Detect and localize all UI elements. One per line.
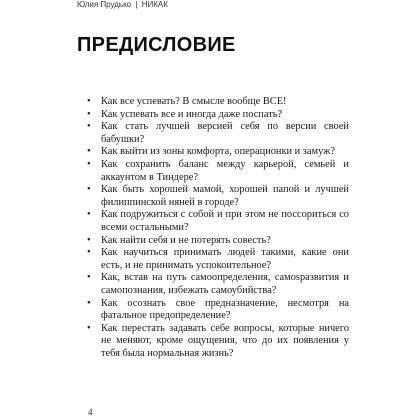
question-text: Как, встав на путь самоопределения, самоѕразвития и самопознания, избежать самоубийства?: [101, 272, 349, 296]
question-text: Как перестать задавать себе вопросы, которые ничего не меняют, кроме ощущения, что до их появления у тебя была нормальная жизнь?: [101, 322, 349, 359]
question-text: Как все успевать? В смысле вообще ВСЕ!: [101, 96, 287, 107]
question-text: Как подружиться с собой и при этом не поссориться со всеми остальными?: [101, 209, 349, 233]
bullet-icon: •: [87, 158, 91, 170]
list-item: [77, 298, 349, 323]
question-text: Как быть хорошей мамой, хорошей папой и лучшей филиппинской няней в городе?: [101, 184, 349, 208]
question-text: Как сохранить баланс между карьерой, семьей и аккаунтом в Тиндере?: [101, 158, 349, 183]
list-item: [77, 121, 349, 146]
bullet-icon: •: [87, 184, 91, 196]
bullet-icon: •: [87, 96, 91, 107]
header-book-title: НИКАК: [141, 0, 168, 9]
bullet-icon: •: [87, 234, 91, 246]
header-author: Юлия Прудько: [77, 0, 132, 9]
bullet-icon: •: [87, 146, 91, 158]
question-text: Как найти себя и не потерять совесть?: [101, 234, 271, 246]
list-item: [77, 146, 349, 159]
list-item: [77, 184, 349, 209]
list-item: [77, 272, 349, 297]
question-text: Как осознать свое предназначение, несмотря на фатальное предопределение?: [101, 297, 349, 322]
question-text: Как успевать все и иногда даже поспать?: [101, 108, 283, 120]
list-item: [77, 96, 349, 109]
questions-list: [77, 96, 349, 360]
bullet-icon: •: [87, 209, 91, 221]
bullet-icon: •: [87, 247, 91, 259]
question-text: Как научиться принимать людей такими, какие они есть, и не принимать успокоительное?: [101, 247, 349, 271]
list-item: [77, 247, 349, 272]
list-item: [77, 209, 349, 234]
bullet-icon: •: [87, 121, 91, 133]
question-text: Как выйти из зоны комфорта, операционки и замуж?: [101, 146, 335, 158]
bullet-icon: •: [87, 272, 91, 284]
list-item: [77, 159, 349, 184]
header-separator: |: [135, 0, 138, 9]
page-number: 4: [88, 407, 93, 417]
question-text: Как стать лучшей версией себя по версии своей бабушки?: [101, 121, 349, 145]
bullet-icon: •: [87, 322, 91, 334]
list-item: [77, 323, 349, 361]
bullet-icon: •: [87, 297, 91, 309]
running-header: [77, 0, 168, 10]
list-item: [77, 109, 349, 122]
bullet-icon: •: [87, 108, 91, 120]
chapter-title: ПРЕДИСЛОВИЕ: [77, 34, 236, 56]
list-item: [77, 235, 349, 248]
